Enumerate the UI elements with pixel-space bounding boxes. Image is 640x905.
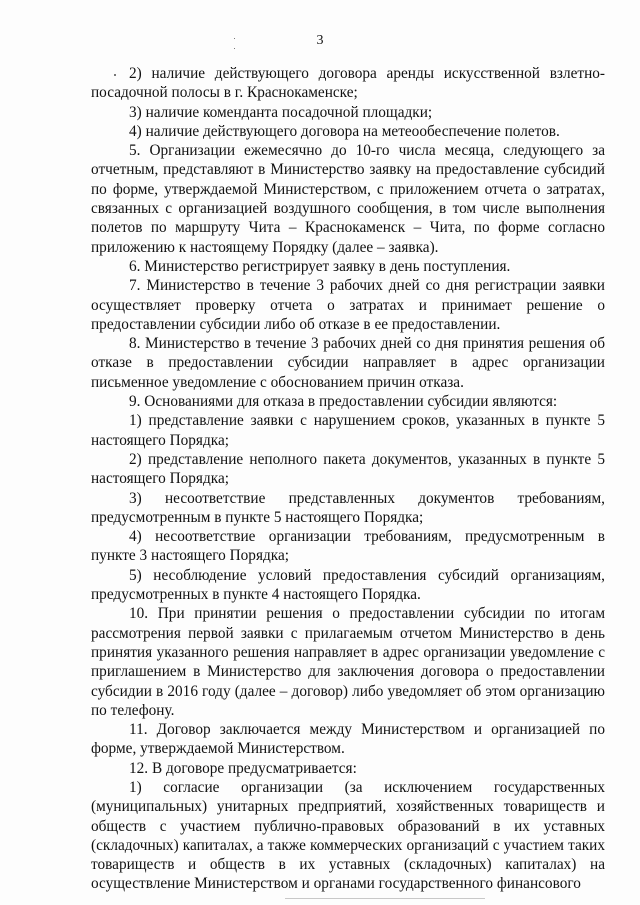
paragraph: 9. Основаниями для отказа в предоставлении субсидии являются: [129, 393, 558, 411]
scan-edge-line [285, 898, 485, 899]
paragraph: 8. Министерство в течение 3 рабочих дней со дня принятия решения об отказе в предоставлении субсидии направляет в адрес организации письменное уведомление с обоснованием причин отказа. [91, 335, 605, 391]
paragraph: 6. Министерство регистрирует заявку в день поступления. [129, 257, 511, 275]
paragraph: 1) согласие организации (за исключением государственных (муниципальных) унитарных предприятий, хозяйственных товариществ и обществ с участием публично-правовых образований в их уставных (складочных) капиталах, а также коммерческих организаций с участием таких товариществ и обществ в их уставных (складочных) капиталах) на осуществление Министерством и органами государственного финансового [91, 778, 605, 893]
page-number: 3 [316, 33, 324, 48]
paragraph: 1) представление заявки с нарушением сроков, указанных в пункте 5 настоящего Порядка; [91, 412, 605, 449]
document-body [91, 64, 605, 894]
paragraph: 7. Министерство в течение 3 рабочих дней со дня регистрации заявки осуществляет проверку отчета о затратах и принимает решение о предоставлении субсидии либо об отказе в ее предоставлении. [91, 277, 605, 333]
paragraph: 5. Организации ежемесячно до 10-го числа месяца, следующего за отчетным, представляют в Министерство заявку на предоставление субсидий по форме, утверждаемой Министерством, с приложением отчета о затратах, связанных с организацией воздушного сообщения, в том числе выполнения полетов по маршруту Чита – Краснокаменск – Чита, по форме согласно приложению к настоящему Порядку (далее – заявка). [91, 142, 605, 256]
paragraph: 3) наличие коменданта посадочной площадки; [129, 103, 433, 121]
paragraph: 12. В договоре предусматривается: [129, 759, 357, 777]
paragraph: 2) наличие действующего договора аренды искусственной взлетно-посадочной полосы в г. Краснокаменске; [91, 65, 605, 102]
paragraph: 2) представление неполного пакета документов, указанных в пункте 5 настоящего Порядка; [91, 450, 605, 488]
paragraph: 10. При принятии решения о предоставлении субсидии по итогам рассмотрения первой заявки с прилагаемым отчетом Министерство в день принятия указанного решения направляет в адрес организации уведомление с приглашением в Министерство для заключения договора о предоставлении субсидии в 2016 году (далее – договор) либо уведомляет об этом организацию по телефону. [91, 605, 605, 719]
paragraph: 3) несоответствие представленных документов требованиям, предусмотренным в пункте 5 настоящего Порядка; [91, 489, 605, 526]
paragraph: 11. Договор заключается между Министерством и организацией по форме, утверждаемой Министерством. [91, 721, 605, 758]
paragraph: 4) несоответствие организации требованиям, предусмотренным в пункте 3 настоящего Порядка; [91, 528, 605, 565]
scan-speck [234, 48, 235, 49]
paragraph: 4) наличие действующего договора на метеообеспечение полетов. [129, 122, 560, 140]
scan-speck [234, 38, 235, 39]
paragraph: 5) несоблюдение условий предоставления субсидий организациям, предусмотренных в пункте 4 настоящего Порядка. [91, 566, 605, 604]
